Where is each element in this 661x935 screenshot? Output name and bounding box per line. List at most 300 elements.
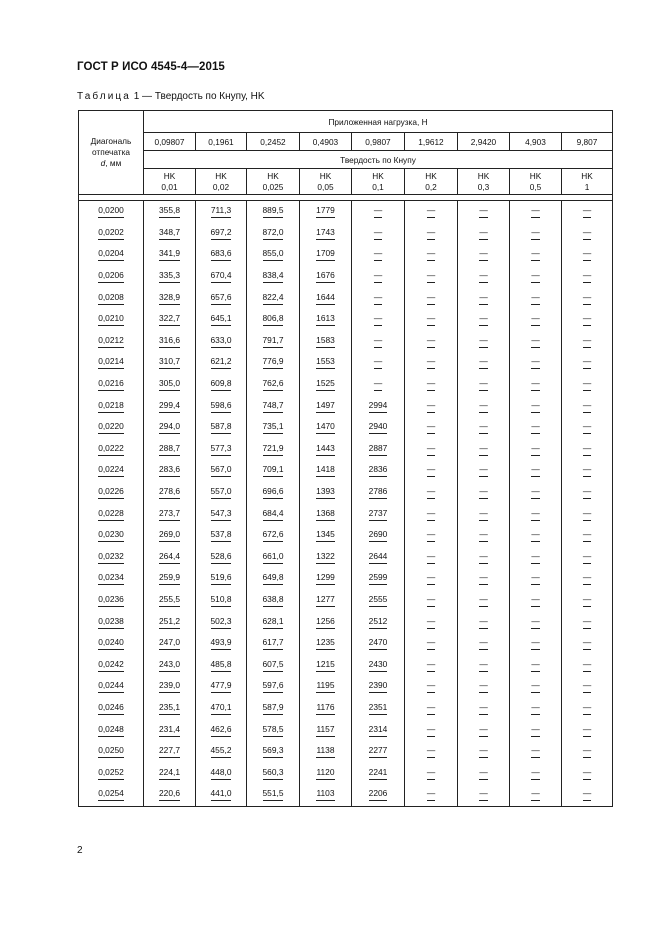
hardness-cell: [352, 266, 405, 288]
hardness-cell: [458, 590, 510, 612]
hardness-cell: [562, 762, 613, 784]
hardness-cell: [458, 719, 510, 741]
hardness-value: 2644: [369, 551, 388, 564]
hardness-cell: [510, 741, 562, 763]
hardness-cell: [405, 352, 458, 374]
diagonal-value: 0,0232: [98, 551, 124, 564]
hardness-value: 2737: [369, 508, 388, 521]
hardness-value: 587,8: [211, 421, 232, 434]
diagonal-value: 0,0204: [98, 248, 124, 261]
hardness-cell: [510, 331, 562, 353]
diagonal-value: 0,0208: [98, 292, 124, 305]
hardness-cell: [144, 633, 196, 655]
hardness-value: 645,1: [211, 313, 232, 326]
hardness-value: —: [479, 421, 487, 434]
hardness-cell: [144, 266, 196, 288]
page-number: 2: [77, 845, 83, 856]
hardness-cell: [405, 482, 458, 504]
hardness-value: —: [374, 356, 382, 369]
hardness-cell: [405, 784, 458, 806]
hardness-value: 264,4: [159, 551, 180, 564]
hardness-value: —: [374, 378, 382, 391]
hardness-cell: [562, 547, 613, 569]
hk-label-cell: [562, 169, 613, 195]
hardness-value: 294,0: [159, 421, 180, 434]
diagonal-cell: [79, 331, 144, 353]
hardness-value: —: [583, 745, 591, 758]
hardness-value: —: [479, 594, 487, 607]
hardness-cell: [300, 503, 352, 525]
hk-label-cell: [300, 169, 352, 195]
hardness-cell: [144, 223, 196, 245]
hk-label-cell: [352, 169, 405, 195]
hardness-value: —: [479, 486, 487, 499]
diagonal-cell: [79, 568, 144, 590]
hardness-value: —: [479, 356, 487, 369]
hk-label-bottom: 0,3: [477, 181, 490, 192]
hardness-cell: [458, 374, 510, 396]
hardness-value: —: [531, 400, 539, 413]
diagonal-header-line1: Диагональ: [90, 136, 132, 146]
hardness-cell: [247, 547, 300, 569]
hardness-value: —: [531, 292, 539, 305]
hardness-cell: [196, 374, 247, 396]
hardness-value: —: [583, 508, 591, 521]
hardness-value: —: [479, 767, 487, 780]
hardness-cell: [510, 201, 562, 223]
diagonal-value: 0,0242: [98, 659, 124, 672]
hardness-cell: [144, 762, 196, 784]
diagonal-value: 0,0234: [98, 572, 124, 585]
hardness-cell: [562, 309, 613, 331]
hardness-value: 569,3: [263, 745, 284, 758]
diagonal-cell: [79, 741, 144, 763]
load-cell: 0,09807: [144, 133, 196, 151]
hardness-value: —: [583, 421, 591, 434]
hardness-value: 2512: [369, 616, 388, 629]
hk-label-top: HK: [425, 170, 437, 181]
hardness-cell: [352, 482, 405, 504]
hardness-cell: [196, 266, 247, 288]
hardness-value: —: [479, 616, 487, 629]
hardness-cell: [144, 352, 196, 374]
hardness-cell: [458, 460, 510, 482]
hardness-value: —: [427, 270, 435, 283]
hardness-cell: [300, 676, 352, 698]
hardness-value: 684,4: [263, 508, 284, 521]
hk-label-top: HK: [372, 170, 384, 181]
hardness-cell: [458, 784, 510, 806]
hardness-cell: [510, 287, 562, 309]
hardness-cell: [405, 676, 458, 698]
load-cell: 0,9807: [352, 133, 405, 151]
hardness-value: —: [479, 637, 487, 650]
hardness-value: —: [583, 788, 591, 801]
hardness-cell: [352, 762, 405, 784]
hk-label-bottom: 0,2: [425, 181, 437, 192]
hardness-value: —: [583, 464, 591, 477]
hardness-value: —: [583, 292, 591, 305]
diagonal-value: 0,0240: [98, 637, 124, 650]
hardness-value: —: [583, 400, 591, 413]
hardness-cell: [562, 698, 613, 720]
hardness-cell: [562, 568, 613, 590]
table-row: [79, 741, 613, 763]
hardness-value: —: [583, 551, 591, 564]
load-cell: 2,9420: [458, 133, 510, 151]
diagonal-value: 0,0200: [98, 205, 124, 218]
hardness-value: 2314: [369, 724, 388, 737]
hardness-cell: [458, 611, 510, 633]
diagonal-cell: [79, 611, 144, 633]
hardness-cell: [510, 439, 562, 461]
hardness-cell: [405, 654, 458, 676]
hardness-cell: [405, 439, 458, 461]
hardness-value: —: [531, 724, 539, 737]
hardness-cell: [510, 698, 562, 720]
hardness-value: —: [583, 529, 591, 542]
hardness-value: 587,9: [263, 702, 284, 715]
hardness-value: 889,5: [263, 205, 284, 218]
hardness-cell: [247, 611, 300, 633]
hardness-value: —: [531, 745, 539, 758]
hk-label-top: HK: [319, 170, 332, 181]
hk-label-bottom: 0,01: [161, 181, 178, 192]
hardness-cell: [458, 223, 510, 245]
hardness-cell: [144, 309, 196, 331]
hardness-value: —: [427, 594, 435, 607]
hardness-value: 670,4: [211, 270, 232, 283]
hardness-cell: [247, 719, 300, 741]
hardness-cell: [458, 439, 510, 461]
hardness-value: —: [531, 464, 539, 477]
hardness-value: 510,8: [211, 594, 232, 607]
hardness-cell: [300, 395, 352, 417]
hardness-cell: [196, 460, 247, 482]
hardness-cell: [458, 244, 510, 266]
diagonal-cell: [79, 784, 144, 806]
hardness-value: —: [531, 616, 539, 629]
hk-label-bottom: 1: [584, 181, 590, 192]
hardness-cell: [196, 590, 247, 612]
hardness-value: 251,2: [159, 616, 180, 629]
hardness-value: 316,6: [159, 335, 180, 348]
hardness-value: 283,6: [159, 464, 180, 477]
hk-label-bottom: 0,02: [212, 181, 230, 192]
hardness-cell: [196, 568, 247, 590]
diagonal-cell: [79, 352, 144, 374]
table-row: [79, 395, 613, 417]
hardness-value: —: [479, 443, 487, 456]
hardness-value: 628,1: [263, 616, 284, 629]
hardness-cell: [562, 611, 613, 633]
hardness-cell: [196, 352, 247, 374]
hardness-cell: [352, 352, 405, 374]
hardness-value: 2994: [369, 400, 388, 413]
hardness-value: 1345: [316, 529, 335, 542]
hardness-value: 247,0: [159, 637, 180, 650]
hk-label-top: HK: [477, 170, 490, 181]
hardness-value: —: [427, 400, 435, 413]
hardness-cell: [300, 331, 352, 353]
hardness-cell: [458, 287, 510, 309]
hardness-cell: [405, 244, 458, 266]
hardness-value: 872,0: [263, 227, 284, 240]
hardness-value: —: [479, 702, 487, 715]
hardness-cell: [144, 547, 196, 569]
hardness-value: 633,0: [211, 335, 232, 348]
hardness-cell: [510, 784, 562, 806]
hardness-value: 2599: [369, 572, 388, 585]
hardness-cell: [510, 309, 562, 331]
diagonal-cell: [79, 309, 144, 331]
hardness-cell: [247, 395, 300, 417]
hardness-value: —: [583, 248, 591, 261]
hardness-cell: [405, 525, 458, 547]
hardness-cell: [144, 503, 196, 525]
hardness-value: —: [583, 637, 591, 650]
hardness-cell: [300, 525, 352, 547]
hardness-value: —: [374, 292, 382, 305]
diagonal-cell: [79, 654, 144, 676]
hardness-value: 683,6: [211, 248, 232, 261]
hardness-cell: [247, 784, 300, 806]
hardness-cell: [405, 719, 458, 741]
hardness-cell: [247, 417, 300, 439]
hardness-cell: [352, 503, 405, 525]
hardness-cell: [562, 223, 613, 245]
hardness-value: —: [583, 680, 591, 693]
hardness-value: —: [583, 724, 591, 737]
hardness-value: 235,1: [159, 702, 180, 715]
hardness-value: 220,6: [159, 788, 180, 801]
hardness-cell: [562, 395, 613, 417]
diagonal-cell: [79, 525, 144, 547]
hardness-value: 547,3: [211, 508, 232, 521]
hardness-cell: [405, 611, 458, 633]
hardness-cell: [352, 287, 405, 309]
hardness-value: 1195: [316, 680, 334, 693]
hardness-value: —: [479, 335, 487, 348]
hardness-cell: [510, 568, 562, 590]
hardness-cell: [405, 201, 458, 223]
hardness-value: 470,1: [211, 702, 232, 715]
load-cell: 4,903: [510, 133, 562, 151]
hardness-value: 2940: [369, 421, 388, 434]
hardness-value: —: [374, 270, 382, 283]
hardness-value: 1525: [316, 378, 335, 391]
hk-label-cell: [510, 169, 562, 195]
hardness-value: 502,3: [211, 616, 232, 629]
diagonal-cell: [79, 547, 144, 569]
hardness-value: 1743: [316, 227, 335, 240]
diagonal-cell: [79, 439, 144, 461]
hardness-value: 762,6: [263, 378, 284, 391]
hardness-cell: [196, 439, 247, 461]
diagonal-cell: [79, 633, 144, 655]
hardness-cell: [196, 719, 247, 741]
hardness-cell: [247, 590, 300, 612]
hardness-cell: [144, 417, 196, 439]
hardness-value: 348,7: [159, 227, 180, 240]
hardness-value: 299,4: [159, 400, 180, 413]
hardness-value: 598,6: [211, 400, 232, 413]
diagonal-cell: [79, 287, 144, 309]
hardness-value: —: [427, 788, 435, 801]
hardness-value: —: [427, 313, 435, 326]
hardness-value: —: [479, 724, 487, 737]
hardness-cell: [562, 633, 613, 655]
hardness-value: 1368: [316, 508, 335, 521]
hardness-value: 2206: [369, 788, 388, 801]
hardness-cell: [196, 676, 247, 698]
hardness-value: 649,8: [263, 572, 284, 585]
table-row: [79, 352, 613, 374]
hardness-value: —: [531, 702, 539, 715]
hardness-cell: [247, 762, 300, 784]
hardness-value: 1138: [316, 745, 334, 758]
hardness-cell: [247, 223, 300, 245]
table-row: [79, 201, 613, 223]
hardness-value: 2555: [369, 594, 388, 607]
hardness-value: —: [531, 680, 539, 693]
hardness-cell: [562, 417, 613, 439]
diagonal-value: 0,0210: [98, 313, 124, 326]
hardness-value: —: [374, 227, 382, 240]
hardness-cell: [196, 741, 247, 763]
hardness-cell: [196, 547, 247, 569]
hardness-cell: [300, 611, 352, 633]
hardness-cell: [510, 503, 562, 525]
hardness-value: —: [427, 378, 435, 391]
hardness-cell: [144, 611, 196, 633]
hardness-cell: [144, 331, 196, 353]
hardness-cell: [196, 503, 247, 525]
diagonal-cell: [79, 223, 144, 245]
hardness-cell: [510, 611, 562, 633]
hardness-cell: [247, 460, 300, 482]
hardness-value: —: [531, 443, 539, 456]
hardness-value: —: [427, 248, 435, 261]
hardness-value: 1779: [316, 205, 335, 218]
hardness-value: 657,6: [211, 292, 232, 305]
load-cell: 0,2452: [247, 133, 300, 151]
hardness-value: —: [479, 270, 487, 283]
hardness-value: —: [531, 421, 539, 434]
hardness-cell: [144, 374, 196, 396]
diagonal-value: 0,0250: [98, 745, 124, 758]
hardness-cell: [300, 201, 352, 223]
hardness-value: —: [583, 227, 591, 240]
hardness-cell: [247, 374, 300, 396]
hardness-cell: [405, 503, 458, 525]
hardness-value: 1176: [316, 702, 334, 715]
table-row: [79, 460, 613, 482]
hardness-value: —: [583, 205, 591, 218]
hardness-value: —: [583, 356, 591, 369]
diagonal-value: 0,0222: [98, 443, 124, 456]
hardness-cell: [510, 633, 562, 655]
hardness-value: 519,6: [211, 572, 232, 585]
hardness-cell: [196, 331, 247, 353]
hardness-cell: [510, 417, 562, 439]
hardness-cell: [562, 482, 613, 504]
hardness-value: 838,4: [263, 270, 284, 283]
hardness-value: 560,3: [263, 767, 284, 780]
hardness-value: 748,7: [263, 400, 284, 413]
hardness-value: —: [583, 378, 591, 391]
hardness-cell: [510, 374, 562, 396]
hardness-cell: [562, 784, 613, 806]
hardness-cell: [196, 784, 247, 806]
hardness-value: —: [531, 335, 539, 348]
hardness-value: —: [479, 313, 487, 326]
hardness-value: —: [531, 551, 539, 564]
hardness-value: 776,9: [263, 356, 284, 369]
hardness-value: —: [583, 659, 591, 672]
hardness-value: 1299: [316, 572, 335, 585]
hardness-value: 2390: [369, 680, 388, 693]
hardness-cell: [144, 482, 196, 504]
table-row: [79, 568, 613, 590]
hk-label-cell: [247, 169, 300, 195]
hardness-value: —: [479, 464, 487, 477]
diagonal-value: 0,0206: [98, 270, 124, 283]
hardness-cell: [144, 676, 196, 698]
hardness-cell: [562, 460, 613, 482]
table-row: [79, 698, 613, 720]
caption-label: Таблица: [77, 91, 131, 102]
hardness-cell: [144, 439, 196, 461]
hardness-cell: [405, 223, 458, 245]
hardness-cell: [405, 287, 458, 309]
table-row: [79, 611, 613, 633]
hardness-value: —: [583, 767, 591, 780]
hardness-cell: [352, 374, 405, 396]
hardness-cell: [196, 525, 247, 547]
hardness-cell: [300, 287, 352, 309]
caption-text: — Твердость по Кнупу, HK: [142, 91, 265, 102]
table-row: [79, 287, 613, 309]
hk-label-bottom: 0,1: [372, 181, 384, 192]
hardness-cell: [562, 525, 613, 547]
hardness-value: 567,0: [211, 464, 232, 477]
hardness-value: 328,9: [159, 292, 180, 305]
hardness-value: 721,9: [263, 443, 284, 456]
hardness-value: 322,7: [159, 313, 180, 326]
load-title: Приложенная нагрузка, H: [144, 111, 613, 133]
hardness-value: 822,4: [263, 292, 284, 305]
hardness-cell: [510, 719, 562, 741]
hardness-value: 597,6: [263, 680, 284, 693]
document-title: ГОСТ Р ИСО 4545-4—2015: [77, 61, 225, 73]
diagonal-value: 0,0238: [98, 616, 124, 629]
hardness-cell: [458, 395, 510, 417]
hardness-cell: [247, 309, 300, 331]
hk-label-top: HK: [215, 170, 227, 181]
hardness-value: 806,8: [263, 313, 284, 326]
hardness-cell: [300, 719, 352, 741]
table-caption: [77, 91, 265, 102]
hardness-value: 493,9: [211, 637, 232, 650]
hardness-value: 1644: [316, 292, 335, 305]
hardness-value: 672,6: [263, 529, 284, 542]
hardness-value: —: [583, 335, 591, 348]
diagonal-value: 0,0226: [98, 486, 124, 499]
hardness-value: —: [583, 594, 591, 607]
hardness-value: —: [479, 529, 487, 542]
hardness-value: 709,1: [263, 464, 284, 477]
